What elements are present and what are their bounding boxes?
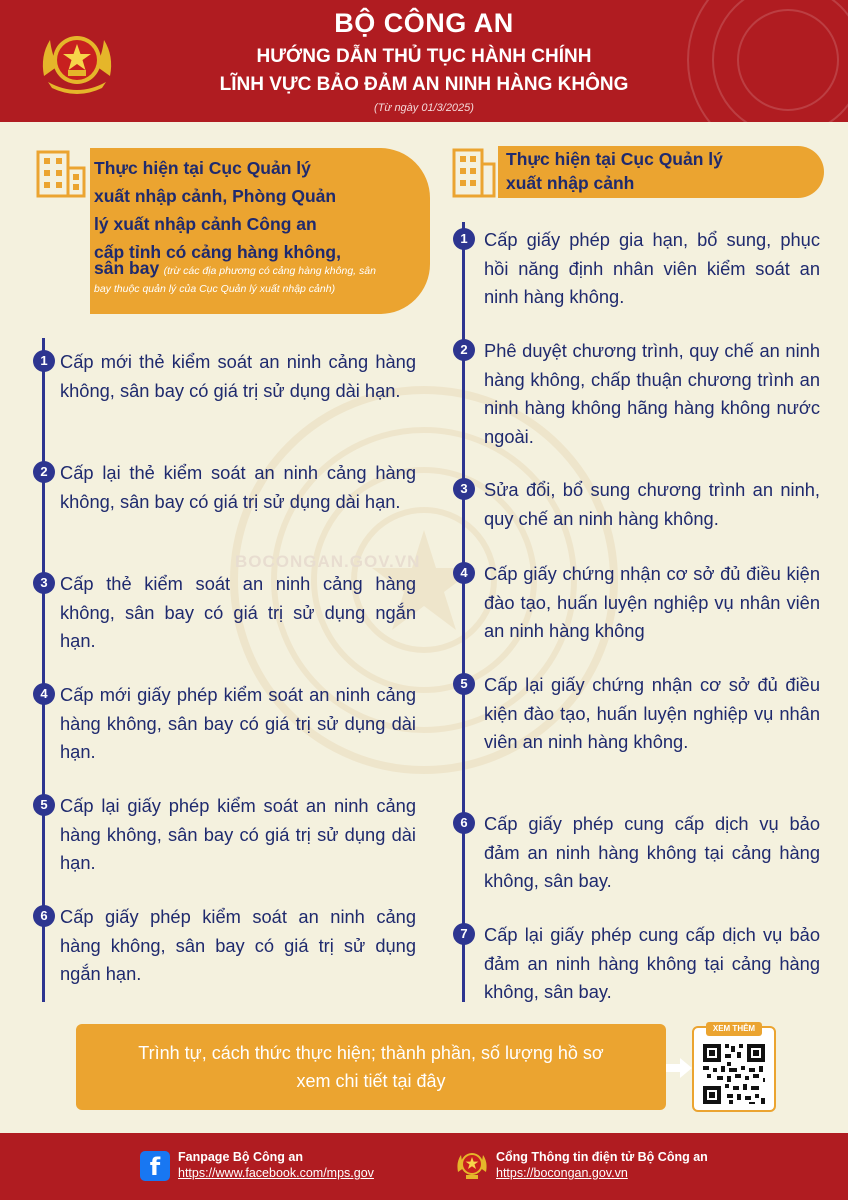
page-subtitle-line1: HƯỚNG DẪN THỦ TỤC HÀNH CHÍNH <box>256 46 592 67</box>
procedure-item: Cấp giấy phép kiểm soát an ninh cảng hàng không, sân bay có giá trị sử dụng ngắn hạn. <box>60 906 416 984</box>
right-column-banner <box>498 146 824 198</box>
procedure-item: Cấp giấy chứng nhận cơ sở đủ điều kiện đào tạo, huấn luyện nghiệp vụ nhân viên an ninh hàng không <box>484 563 820 641</box>
portal-name: Cổng Thông tin điện tử Bộ Công an <box>496 1150 708 1164</box>
arrow-right-icon <box>666 1056 694 1080</box>
step-number: 7 <box>453 923 475 945</box>
procedure-item: Cấp lại giấy phép kiểm soát an ninh cảng hàng không, sân bay có giá trị sử dụng dài hạn. <box>60 795 416 873</box>
left-timeline <box>42 338 45 1002</box>
building-icon <box>452 148 496 198</box>
procedure-item: Cấp lại giấy chứng nhận cơ sở đủ điều kiện đào tạo, huấn luyện nghiệp vụ nhân viên an ninh hàng không. <box>484 674 820 752</box>
procedure-item: Cấp lại thẻ kiểm soát an ninh cảng hàng không, sân bay có giá trị sử dụng dài hạn. <box>60 462 416 512</box>
left-banner-note: (trừ các địa phương có cảng hàng không, sân bay thuộc quản lý của Cục Quản lý xuất nhập cảnh) <box>94 265 376 295</box>
step-number: 6 <box>453 812 475 834</box>
page-subtitle-line2: LĨNH VỰC BẢO ĐẢM AN NINH HÀNG KHÔNG <box>219 74 629 95</box>
procedure-item: Cấp mới giấy phép kiểm soát an ninh cảng hàng không, sân bay có giá trị sử dụng dài hạn. <box>60 684 416 762</box>
details-line2: xem chi tiết tại đây <box>296 1071 446 1091</box>
left-column-banner <box>90 148 430 314</box>
left-banner-line3: lý xuất nhập cảnh Công an <box>94 214 317 234</box>
right-banner-line2: xuất nhập cảnh <box>506 173 635 193</box>
left-banner-line1: Thực hiện tại Cục Quản lý <box>94 158 311 178</box>
step-number: 4 <box>453 562 475 584</box>
step-number: 3 <box>453 478 475 500</box>
left-banner-line5: sân bay <box>94 258 160 278</box>
step-number: 4 <box>33 683 55 705</box>
procedure-item: Cấp lại giấy phép cung cấp dịch vụ bảo đảm an ninh hàng không tại cảng hàng không, sân bay. <box>484 924 820 1002</box>
step-number: 2 <box>453 339 475 361</box>
watermark-text: BOCONGAN.GOV.VN <box>235 552 421 571</box>
procedure-item: Cấp giấy phép cung cấp dịch vụ bảo đảm an ninh hàng không tại cảng hàng không, sân bay. <box>484 813 820 891</box>
procedure-item: Sửa đổi, bổ sung chương trình an ninh, quy chế an ninh hàng không. <box>484 479 820 529</box>
step-number: 5 <box>33 794 55 816</box>
effective-date: (Từ ngày 01/3/2025) <box>374 102 474 114</box>
qr-label: XEM THÊM <box>706 1022 762 1036</box>
procedure-item: Cấp thẻ kiểm soát an ninh cảng hàng không, sân bay có giá trị sử dụng ngắn hạn. <box>60 573 416 651</box>
footer-bar <box>0 1133 848 1200</box>
fanpage-link[interactable]: https://www.facebook.com/mps.gov <box>178 1166 374 1180</box>
left-banner-line2: xuất nhập cảnh, Phòng Quản <box>94 186 337 206</box>
procedure-item: Phê duyệt chương trình, quy chế an ninh hàng không, chấp thuận chương trình an ninh hàng không hãng hàng không nước ngoài. <box>484 340 820 447</box>
qr-code-icon[interactable] <box>701 1042 767 1106</box>
step-number: 1 <box>33 350 55 372</box>
fanpage-name: Fanpage Bộ Công an <box>178 1150 303 1164</box>
step-number: 6 <box>33 905 55 927</box>
step-number: 3 <box>33 572 55 594</box>
right-banner-line1: Thực hiện tại Cục Quản lý <box>506 149 723 169</box>
left-banner-line4: cấp tỉnh có cảng hàng không, <box>94 242 341 262</box>
building-icon <box>36 150 86 198</box>
page-title: BỘ CÔNG AN <box>334 8 514 38</box>
step-number: 5 <box>453 673 475 695</box>
step-number: 1 <box>453 228 475 250</box>
procedure-item: Cấp giấy phép gia hạn, bổ sung, phục hồi năng định nhân viên kiểm soát an ninh hàng không. <box>484 229 820 307</box>
step-number: 2 <box>33 461 55 483</box>
details-line1: Trình tự, cách thức thực hiện; thành phần, số lượng hồ sơ <box>138 1043 604 1063</box>
facebook-icon[interactable]: f <box>140 1151 170 1181</box>
details-link-banner[interactable] <box>76 1024 666 1110</box>
portal-link[interactable]: https://bocongan.gov.vn <box>496 1166 628 1180</box>
police-emblem-icon <box>455 1148 489 1182</box>
procedure-item: Cấp mới thẻ kiểm soát an ninh cảng hàng không, sân bay có giá trị sử dụng dài hạn. <box>60 351 416 401</box>
